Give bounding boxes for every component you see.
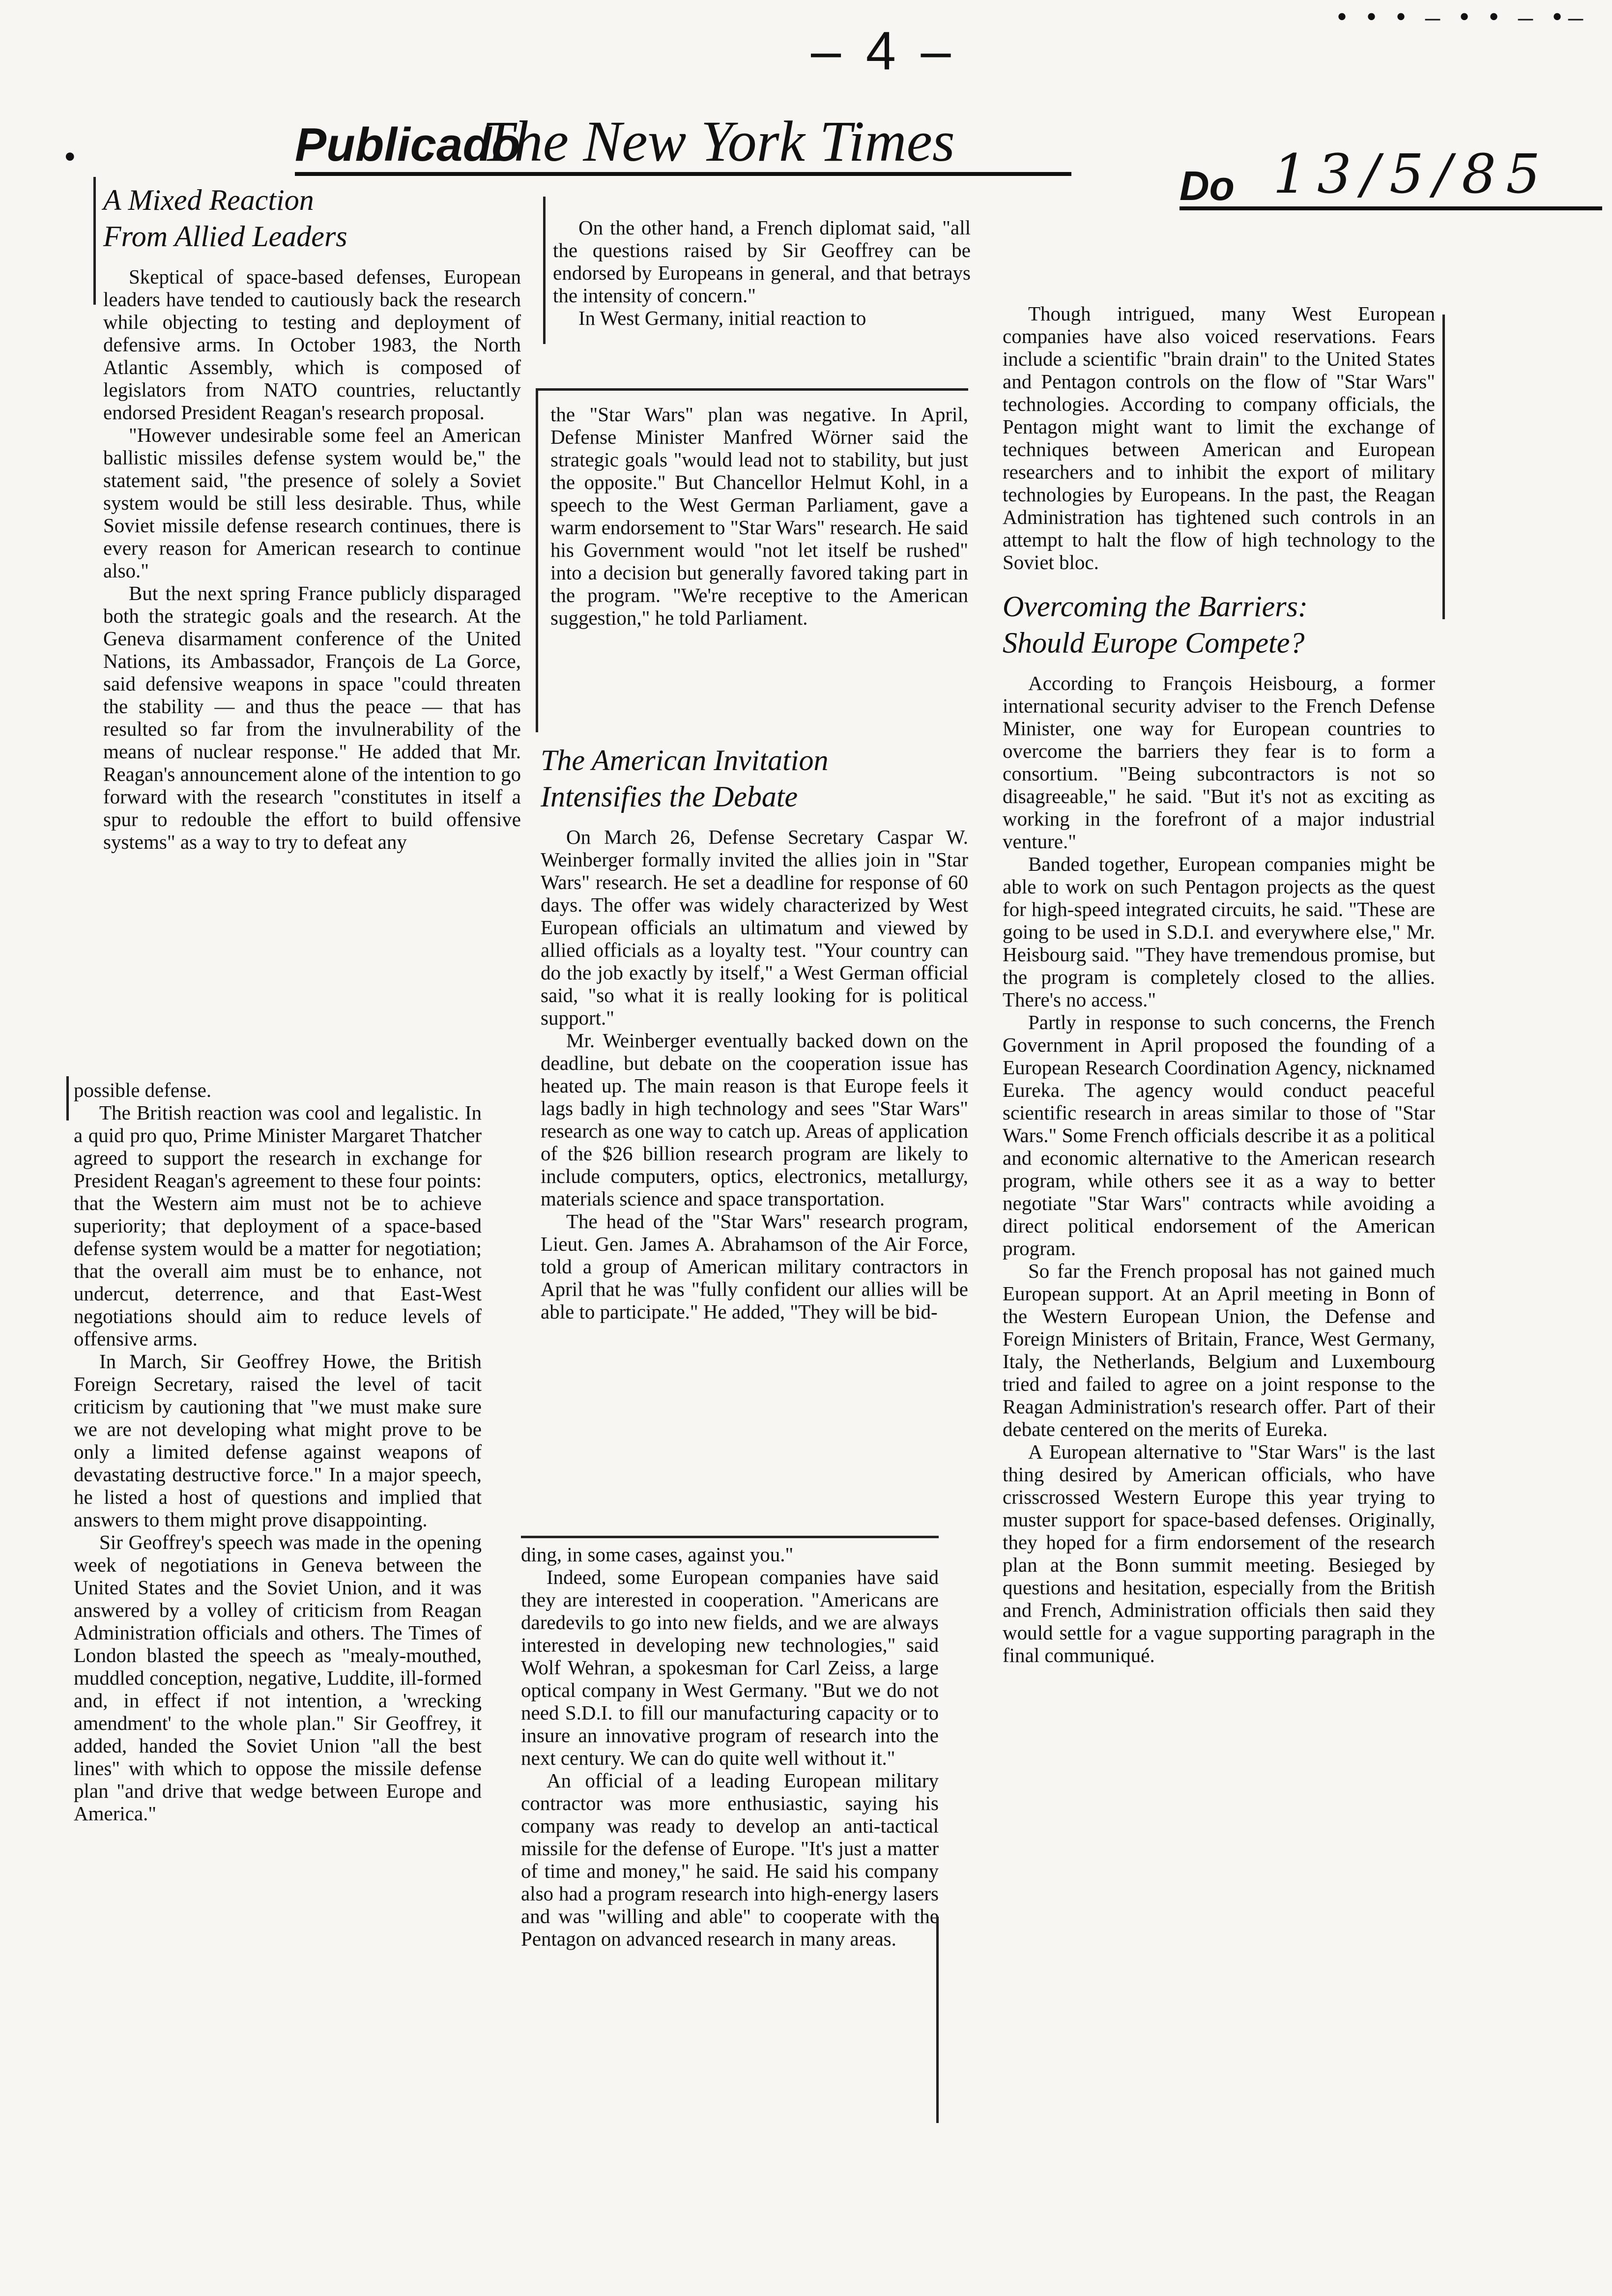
article-column-2-box xyxy=(550,403,968,629)
paragraph: An official of a leading European military contractor was more enthusiastic, saying his company was ready to develop an anti-tactical missile for the defense of Europe. "It's just a matter of time and money," he said. He said his company also had a program research into high-energy lasers and was "willing and able" to cooperate with the Pentagon on advanced research in many areas. xyxy=(521,1769,939,1950)
article-column-1b xyxy=(74,1079,482,1825)
paragraph: According to François Heisbourg, a former international security adviser to the French Defense Minister, one way for European countries to overcome the barriers they fear is to form a consortium. "Being subcontractors is not so disagreeable," he said. "But it's not as exciting as working in the forefront of a major industrial venture." xyxy=(1003,672,1435,853)
heading-line: A Mixed Reaction xyxy=(103,184,314,216)
heading-line: The American Invitation xyxy=(541,744,829,776)
publication-underline xyxy=(295,172,1071,176)
section-heading xyxy=(541,742,968,815)
paragraph: The British reaction was cool and legalistic. In a quid pro quo, Prime Minister Margaret Thatcher agreed to support the research in exchange for President Reagan's agreement to these four points: that the Western aim must not be to achieve superiority; that deployment of a space-based defense system would be a matter for negotiation; that the overall aim must be to enhance, not undercut, deterrence, and that East-West negotiations should aim to reduce levels of offensive arms. xyxy=(74,1101,482,1350)
column-rule xyxy=(66,1076,69,1120)
paragraph: The head of the "Star Wars" research program, Lieut. Gen. James A. Abrahamson of the Air Force, told a group of American military contractors in April that he was "fully confident our allies will be able to participate." He added, "They will be bid- xyxy=(541,1210,968,1323)
date-value: 13/5/85 xyxy=(1273,143,1551,205)
paragraph: Sir Geoffrey's speech was made in the opening week of negotiations in Geneva between the United States and the Soviet Union, and it was answered by a volley of criticism from Reagan Administration officials and others. The Times of London blasted the speech as "mealy-mouthed, muddled conception, negative, Luddite, ill-formed and, in effect if not intention, a 'wrecking amendment' to the whole plan." Sir Geoffrey, it added, handed the Soviet Union "all the best lines" with which to oppose the missile defense plan "and drive that wedge between Europe and America." xyxy=(74,1531,482,1825)
article-column-2-bottom xyxy=(521,1543,939,1950)
heading-line: From Allied Leaders xyxy=(103,220,347,253)
column-rule xyxy=(543,197,546,344)
article-column-1 xyxy=(103,182,521,853)
section-heading xyxy=(1003,588,1435,661)
column-rule xyxy=(936,1917,939,2123)
article-column-2-top xyxy=(553,216,971,329)
paragraph: But the next spring France publicly disparaged both the strategic goals and the research. At the Geneva disarmament conference of the United Nations, its Ambassador, François de La Gorce, said defensive weapons in space "could threaten the stability — and thus the peace — that has resulted so far from the invulnerability of the means of nuclear response." He added that Mr. Reagan's announcement alone of the intention to go forward with the research "constitutes in itself a spur to redouble the effort to build offensive systems" as a way to try to defeat any xyxy=(103,582,521,853)
box-rule xyxy=(536,388,968,391)
paragraph: ding, in some cases, against you." xyxy=(521,1543,794,1566)
paragraph: On March 26, Defense Secretary Caspar W. Weinberger formally invited the allies join in "Star Wars" research. He set a deadline for response of 60 days. The offer was widely characterized by West European officials an ultimatum and viewed by allied officials as a loyalty test. "Your country can do the job exactly by itself," a West German official said, "so what it is really looking for is political support." xyxy=(541,826,968,1029)
section-heading xyxy=(103,182,521,255)
page-number: – 4 – xyxy=(811,21,956,81)
article-column-2-mid xyxy=(541,742,968,1323)
paragraph: Mr. Weinberger eventually backed down on the deadline, but debate on the cooperation issue has heated up. The main reason is that Europe feels it lags badly in high technology and sees "Star Wars" research as one way to catch up. Areas of application of the $26 billion research program are likely to include computers, optics, electronics, metallurgy, materials science and space transportation. xyxy=(541,1029,968,1210)
heading-line: Intensifies the Debate xyxy=(541,780,798,813)
paragraph: possible defense. xyxy=(74,1079,212,1101)
column-rule xyxy=(93,177,96,305)
date-underline xyxy=(1180,206,1602,210)
paragraph: In March, Sir Geoffrey Howe, the British Foreign Secretary, raised the level of tacit criticism by cautioning that "we must make sure we are not developing what might prove to be only a limited defense against weapons of devastating destructive force." In a major speech, he listed a host of questions and implied that answers to them might prove disappointing. xyxy=(74,1350,482,1531)
paragraph: A European alternative to "Star Wars" is the last thing desired by American officials, who have crisscrossed Western Europe this year trying to muster support for space-based defenses. Originally, they hoped for a firm endorsement of the research plan at the Bonn summit meeting. Besieged by questions and hesitation, especially from the British and French, Administration officials then said they would settle for a vague supporting paragraph in the final communiqué. xyxy=(1003,1440,1435,1666)
scan-marks: • • • ‒ • • ‒ •‒ xyxy=(1337,0,1589,33)
margin-dot: • xyxy=(64,138,76,176)
paragraph: Banded together, European companies might be able to work on such Pentagon projects as the quest for high-speed integrated circuits, he said. "These are going to be used in S.D.I. and everywhere else," Mr. Heisbourg said. "They have tremendous promise, but the program is completely closed to the allies. There's no access." xyxy=(1003,853,1435,1011)
heading-line: Overcoming the Barriers: xyxy=(1003,590,1308,623)
date-label: Do xyxy=(1180,163,1235,209)
paragraph: In West Germany, initial reaction to xyxy=(578,307,866,329)
publication-name: The New York Times xyxy=(482,109,955,173)
column-rule xyxy=(536,388,538,732)
paragraph: Indeed, some European companies have said they are interested in cooperation. "Americans are daredevils to go into new fields, and we are always interested in developing new technologies," said Wolf Wehran, a spokesman for Carl Zeiss, a large optical company in West Germany. "But we do not need S.D.I. to fill our manufacturing capacity or to insure an innovative program of research into the next century. We can do quite well without it." xyxy=(521,1566,939,1769)
paragraph: On the other hand, a French diplomat said, "all the questions raised by Sir Geoffrey can be endorsed by Europeans in general, and that betrays the intensity of concern." xyxy=(553,216,971,307)
paragraph: So far the French proposal has not gained much European support. At an April meeting in Bonn of the Western European Union, the Defense and Foreign Ministers of Britain, France, West Germany, Italy, the Netherlands, Belgium and Luxembourg tried and failed to agree on a joint response to the Reagan Administration's research offer. Part of their debate centered on the merits of Eureka. xyxy=(1003,1260,1435,1440)
paragraph: Skeptical of space-based defenses, European leaders have tended to cautiously back the research while objecting to testing and deployment of defensive arms. In October 1983, the North Atlantic Assembly, which is composed of legislators from NATO countries, reluctantly endorsed President Reagan's research proposal. xyxy=(103,265,521,424)
paragraph: the "Star Wars" plan was negative. In April, Defense Minister Manfred Wörner said the strategic goals "would lead not to stability, but just the opposite." But Chancellor Helmut Kohl, in a speech to the West German Parliament, gave a warm endorsement to "Star Wars" research. He said his Government would "not let itself be rushed" into a decision but generally favored taking part in the program. "We're receptive to the American suggestion," he told Parliament. xyxy=(550,403,968,629)
paragraph: Though intrigued, many West European companies have also voiced reservations. Fears include a scientific "brain drain" to the United States and Pentagon controls on the flow of "Star Wars" technologies. According to company officials, the Pentagon might want to limit the exchange of techniques between American and European researchers and to inhibit the export of military technologies by Europeans. In the past, the Reagan Administration has tightened such controls in an attempt to halt the flow of high technology to the Soviet bloc. xyxy=(1003,302,1435,574)
paragraph: Partly in response to such concerns, the French Government in April proposed the founding of a European Research Coordination Agency, nicknamed Eureka. The agency would conduct peaceful scientific research in areas similar to those of "Star Wars." Some French officials describe it as a political and economic alternative to the American research program, while others see it as a way to better negotiate "Star Wars" contracts while avoiding a direct political endorsement of the American program. xyxy=(1003,1011,1435,1260)
column-rule xyxy=(1442,315,1445,619)
heading-line: Should Europe Compete? xyxy=(1003,627,1305,659)
paragraph: "However undesirable some feel an American ballistic missiles defense system would be," the statement said, "the presence of solely a Soviet system would be still less desirable. Thus, while Soviet missile defense research continues, there is every reason for American research to continue also." xyxy=(103,424,521,582)
box-rule xyxy=(521,1536,939,1538)
article-column-3 xyxy=(1003,302,1435,1666)
publication-label: Publicado xyxy=(295,118,520,171)
